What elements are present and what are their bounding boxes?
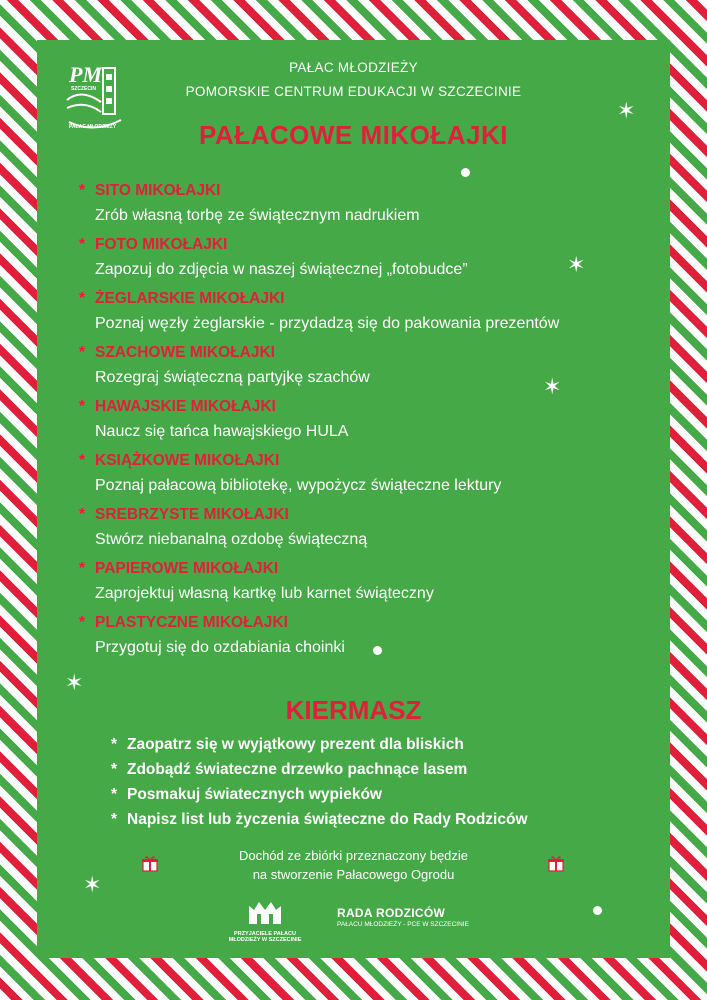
friends-logo [225, 898, 305, 948]
bullet-asterisk: * [111, 736, 118, 753]
org-name-line2: POMORSKIE CENTRUM EDUKACJI W SZCZECINIE [185, 84, 522, 99]
list-item: * Posmakuj światecznych wypieków [111, 782, 631, 807]
friends-logo-line1: PRZYJACIELE PAŁACU [234, 931, 296, 937]
activity-description: Zapozuj do zdjęcia w naszej świątecznej „fotobudce” [95, 261, 468, 278]
activity-name: * KSIĄŻKOWE MIKOŁAJKI [79, 448, 659, 474]
list-item [79, 610, 659, 664]
activity-description: Rozegraj świąteczną partyjkę szachów [95, 369, 370, 386]
donation-note [37, 846, 670, 884]
list-item [79, 178, 659, 232]
parents-council-subtitle: PAŁACU MŁODZIEŻY - PCE W SZCZECINIE [337, 921, 469, 928]
bullet-asterisk: * [79, 614, 86, 631]
activity-description: Zrób własną torbę ze świątecznym nadrukiem [95, 207, 420, 224]
list-item [79, 394, 659, 448]
kiermasz-list [111, 732, 631, 832]
list-item [79, 556, 659, 610]
activity-name: * FOTO MIKOŁAJKI [79, 232, 659, 258]
poster-title: PAŁACOWE MIKOŁAJKI [199, 120, 508, 150]
snowflake-star-icon: ✶ [617, 98, 636, 123]
bullet-asterisk: * [79, 290, 86, 307]
poster-panel [37, 40, 670, 958]
list-item: * Zaopatrz się w wyjątkowy prezent dla bliskich [111, 732, 631, 757]
activity-name: * SREBRZYSTE MIKOŁAJKI [79, 502, 659, 528]
logo-caption-bottom: PAŁAC MŁODZIEŻY [69, 124, 117, 130]
bullet-asterisk: * [79, 560, 86, 577]
donation-note-line2: na stworzenie Pałacowego Ogrodu [252, 867, 455, 882]
snowflake-star-icon: ✶ [543, 374, 562, 399]
snow-dot-icon [373, 646, 382, 655]
snowflake-star-icon: ✶ [567, 252, 586, 277]
activity-description: Naucz się tańca hawajskiego HULA [95, 423, 349, 440]
activity-name: * SITO MIKOŁAJKI [79, 178, 659, 204]
snow-dot-icon [461, 168, 470, 177]
kiermasz-title: KIERMASZ [285, 695, 422, 725]
list-item: * Zdobądź świateczne drzewko pachnące lasem [111, 757, 631, 782]
activity-name: * SZACHOWE MIKOŁAJKI [79, 340, 659, 366]
activity-list [79, 178, 659, 664]
bullet-asterisk: * [79, 344, 86, 361]
list-item [79, 448, 659, 502]
bullet-asterisk: * [79, 398, 86, 415]
list-item [79, 502, 659, 556]
donation-note-line1: Dochód ze zbiórki przeznaczony będzie [238, 848, 469, 863]
parents-council-logo [337, 906, 487, 928]
bullet-asterisk: * [111, 786, 118, 803]
activity-name: * PAPIEROWE MIKOŁAJKI [79, 556, 659, 582]
gift-icon [141, 854, 159, 872]
org-name-line1: PAŁAC MŁODZIEŻY [289, 60, 418, 75]
bullet-asterisk: * [79, 506, 86, 523]
activity-description: Poznaj pałacową bibliotekę, wypożycz świąteczne lektury [95, 477, 502, 494]
friends-logo-line2: MŁODZIEŻY W SZCZECINIE [228, 937, 302, 943]
list-item: * Napisz list lub życzenia świąteczne do Rady Rodziców [111, 807, 631, 832]
activity-description: Poznaj węzły żeglarskie - przydadzą się do pakowania prezentów [95, 315, 560, 332]
bullet-asterisk: * [79, 182, 86, 199]
bullet-asterisk: * [111, 761, 118, 778]
activity-name: * HAWAJSKIE MIKOŁAJKI [79, 394, 659, 420]
list-item [79, 286, 659, 340]
activity-name: * ŻEGLARSKIE MIKOŁAJKI [79, 286, 659, 312]
activity-name: * PLASTYCZNE MIKOŁAJKI [79, 610, 659, 636]
list-item [79, 340, 659, 394]
activity-description: Zaprojektuj własną kartkę lub karnet świąteczny [95, 585, 434, 602]
snowflake-star-icon: ✶ [65, 670, 84, 695]
activity-description: Przygotuj się do ozdabiania choinki [95, 639, 345, 656]
parents-council-title: RADA RODZICÓW [337, 906, 446, 920]
logo-caption-top: SZCZECIN [71, 86, 96, 92]
svg-text:PM: PM [69, 62, 102, 87]
snowflake-star-icon: ✶ [83, 872, 102, 897]
bullet-asterisk: * [79, 236, 86, 253]
bullet-asterisk: * [79, 452, 86, 469]
snow-dot-icon [593, 906, 602, 915]
bullet-asterisk: * [111, 811, 118, 828]
gift-icon [547, 854, 565, 872]
activity-description: Stwórz niebanalną ozdobę świąteczną [95, 531, 368, 548]
castle-crown-icon [245, 898, 285, 926]
